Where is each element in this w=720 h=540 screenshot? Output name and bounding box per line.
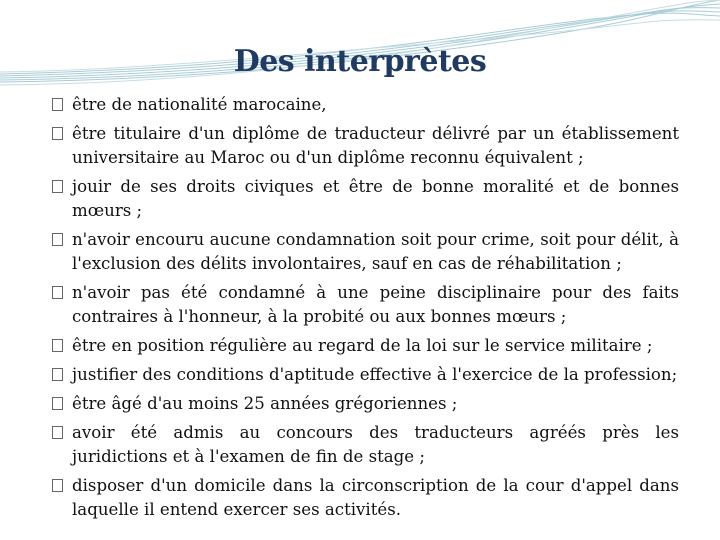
list-item [52, 228, 679, 276]
list-item-text: être de nationalité marocaine, [72, 95, 327, 114]
list-item [52, 93, 679, 117]
list-item-text: jouir de ses droits civiques et être de bonne moralité et de bonnes mœurs ; [72, 177, 679, 220]
list-item [52, 281, 679, 329]
list-item-text: être âgé d'au moins 25 années grégoriennes ; [72, 394, 458, 413]
list-item-text: être titulaire d'un diplôme de traducteur délivré par un établissement universitaire au Maroc ou d'un diplôme reconnu équivalent ; [72, 124, 679, 167]
list-item [52, 392, 679, 416]
list-item [52, 421, 679, 469]
checkbox-bullet-icon [52, 286, 63, 299]
list-item-text: n'avoir encouru aucune condamnation soit pour crime, soit pour délit, à l'exclusion des délits involontaires, sauf en cas de réhabilitation ; [72, 230, 679, 273]
list-item-text: n'avoir pas été condamné à une peine disciplinaire pour des faits contraires à l'honneur, à la probité ou aux bonnes mœurs ; [72, 283, 679, 326]
list-item [52, 122, 679, 170]
list-item-text: justifier des conditions d'aptitude effective à l'exercice de la profession; [72, 365, 678, 384]
checkbox-bullet-icon [52, 98, 63, 111]
list-item [52, 474, 679, 522]
list-item-text: être en position régulière au regard de la loi sur le service militaire ; [72, 336, 653, 355]
list-item [52, 334, 679, 358]
checkbox-bullet-icon [52, 397, 63, 410]
checkbox-bullet-icon [52, 479, 63, 492]
list-item-text: avoir été admis au concours des traducteurs agréés près les juridictions et à l'examen de fin de stage ; [72, 423, 679, 466]
list-item-text: disposer d'un domicile dans la circonscription de la cour d'appel dans laquelle il entend exercer ses activités. [72, 476, 679, 519]
checkbox-bullet-icon [52, 339, 63, 352]
requirements-list [52, 93, 679, 527]
checkbox-bullet-icon [52, 180, 63, 193]
checkbox-bullet-icon [52, 368, 63, 381]
checkbox-bullet-icon [52, 127, 63, 140]
slide-title: Des interprètes [233, 44, 487, 79]
checkbox-bullet-icon [52, 426, 63, 439]
list-item [52, 363, 679, 387]
checkbox-bullet-icon [52, 233, 63, 246]
list-item [52, 175, 679, 223]
